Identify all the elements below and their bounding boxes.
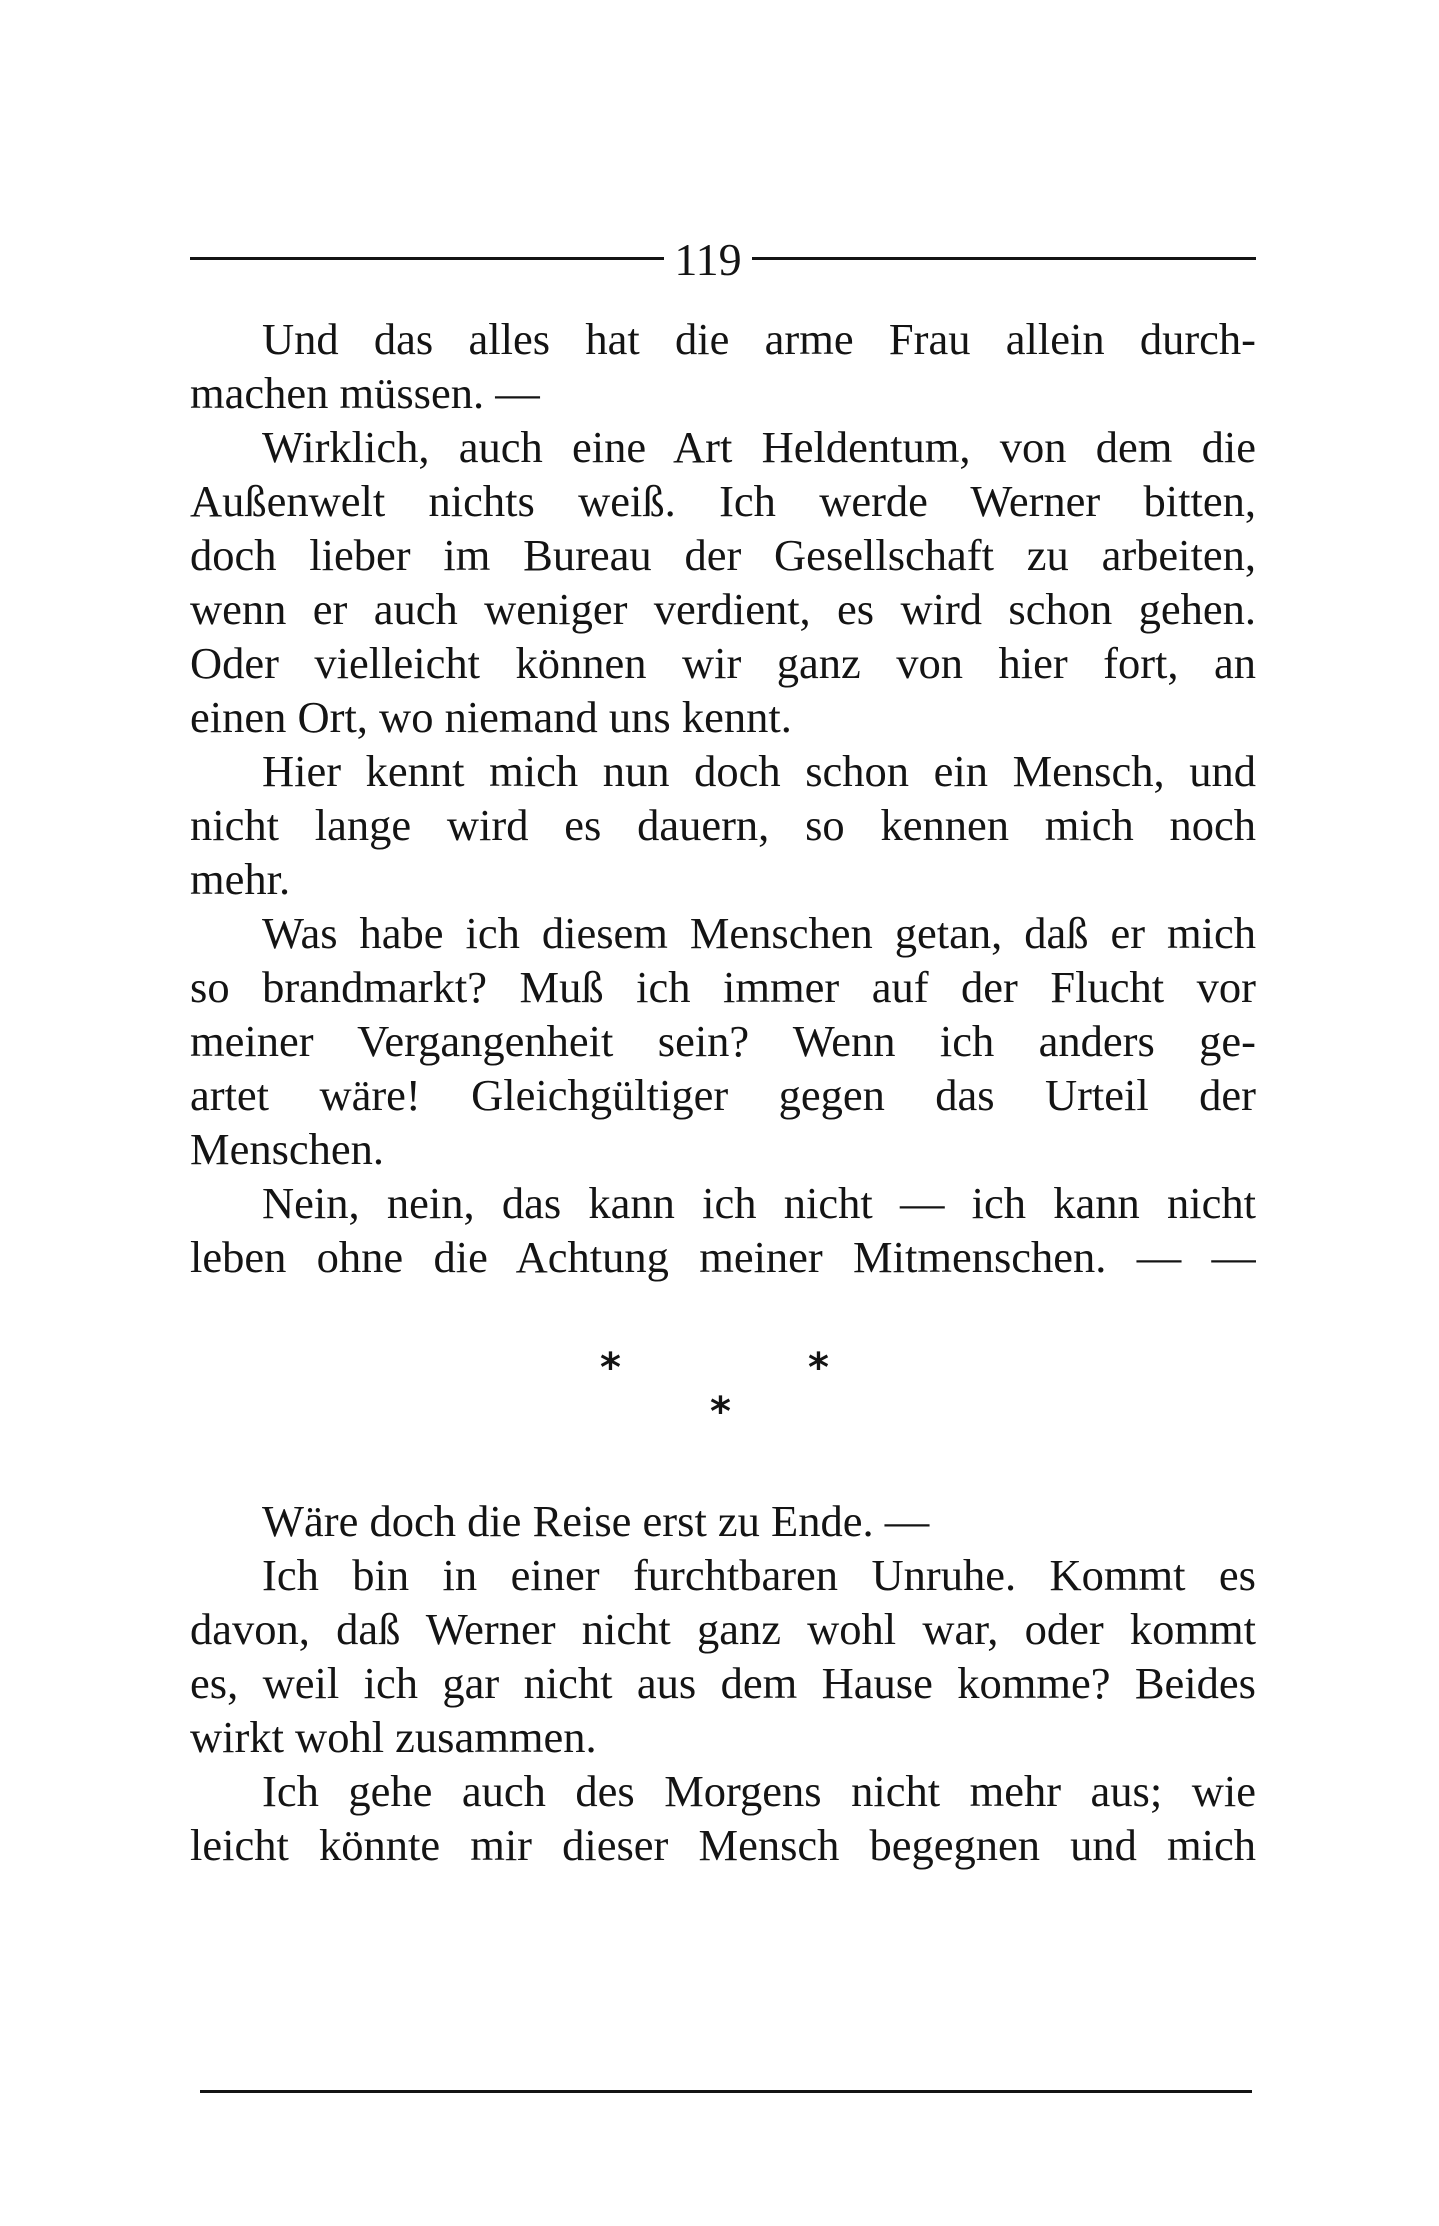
text-line: Wirklich, auch eine Art Heldentum, von dem die	[262, 422, 1256, 472]
text-line: so brandmarkt? Muß ich immer auf der Flucht vor	[190, 962, 1256, 1012]
text-line: Oder vielleicht können wir ganz von hier fort, an	[190, 638, 1256, 688]
text-line: es, weil ich gar nicht aus dem Hause komme? Beides	[190, 1658, 1256, 1708]
text-line: Nein, nein, das kann ich nicht — ich kann nicht	[262, 1178, 1256, 1228]
header-rule-right	[752, 257, 1256, 260]
separator-star: *	[600, 1345, 621, 1391]
text-line: Ich bin in einer furchtbaren Unruhe. Kommt es	[262, 1550, 1256, 1600]
page-header	[190, 230, 1256, 290]
text-line: einen Ort, wo niemand uns kennt.	[190, 692, 792, 742]
text-line: Wäre doch die Reise erst zu Ende. —	[262, 1496, 930, 1546]
footer-rule	[200, 2090, 1252, 2093]
text-line: meiner Vergangenheit sein? Wenn ich anders ge-	[190, 1016, 1256, 1066]
text-block-1	[190, 312, 1256, 1284]
page-number: 119	[674, 234, 742, 285]
text-block-2	[190, 1494, 1256, 1872]
text-line: Menschen.	[190, 1124, 385, 1174]
text-line: Ich gehe auch des Morgens nicht mehr aus; wie	[262, 1766, 1256, 1816]
text-line: mehr.	[190, 854, 291, 904]
separator-star: *	[808, 1345, 829, 1391]
text-line: artet wäre! Gleichgültiger gegen das Urteil der	[190, 1070, 1256, 1120]
text-line: wenn er auch weniger verdient, es wird schon gehen.	[190, 584, 1256, 634]
text-line: doch lieber im Bureau der Gesellschaft zu arbeiten,	[190, 530, 1256, 580]
text-line: Was habe ich diesem Menschen getan, daß er mich	[262, 908, 1256, 958]
text-line: Hier kennt mich nun doch schon ein Mensch, und	[262, 746, 1256, 796]
text-line: leicht könnte mir dieser Mensch begegnen und mich	[190, 1820, 1256, 1870]
text-line: wirkt wohl zusammen.	[190, 1712, 597, 1762]
section-separator	[560, 1345, 880, 1455]
text-line: leben ohne die Achtung meiner Mitmenschen. — —	[190, 1232, 1256, 1282]
header-rule-left	[190, 257, 664, 260]
text-line: Außenwelt nichts weiß. Ich werde Werner bitten,	[190, 476, 1256, 526]
text-line: machen müssen. —	[190, 368, 540, 418]
text-line: Und das alles hat die arme Frau allein durch-	[262, 314, 1256, 364]
text-line: nicht lange wird es dauern, so kennen mich noch	[190, 800, 1256, 850]
separator-star: *	[710, 1389, 731, 1435]
text-line: davon, daß Werner nicht ganz wohl war, oder kommt	[190, 1604, 1256, 1654]
